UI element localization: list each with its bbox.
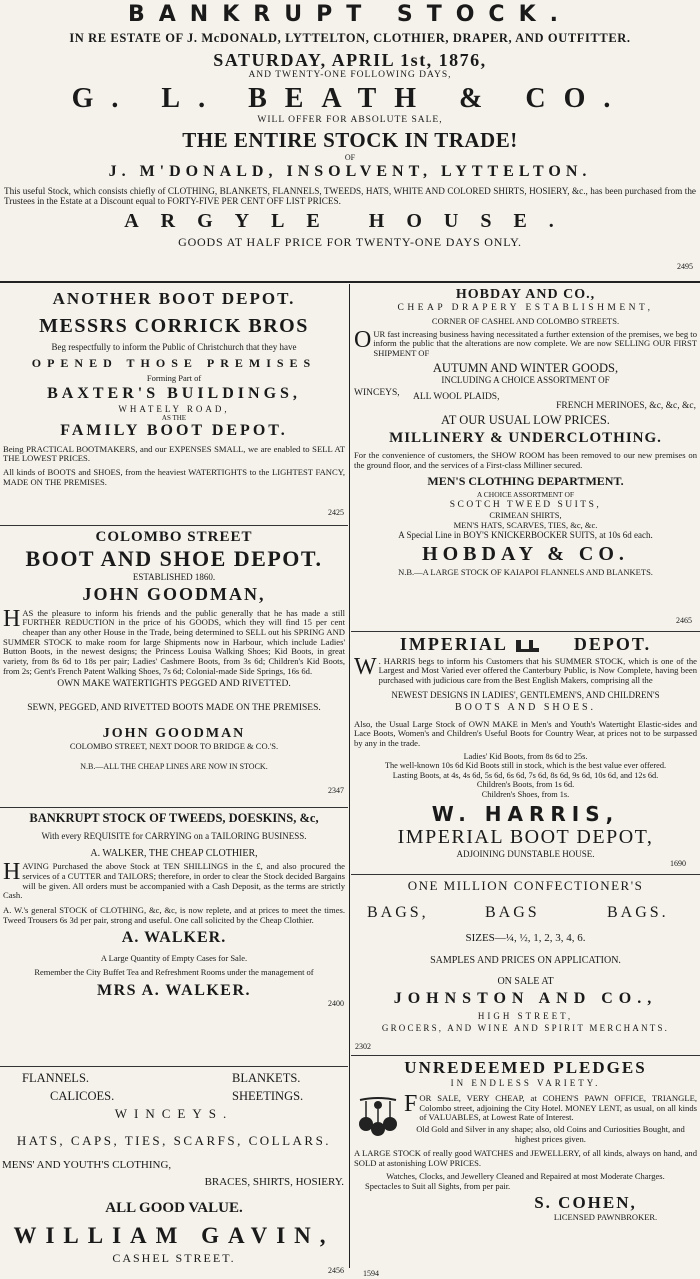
harris-children-shoes: Children's Shoes, from 1s. (481, 789, 570, 799)
half-price-line: GOODS AT HALF PRICE FOR TWENTY-ONE DAYS ONLY. (178, 234, 522, 249)
goodman-para (3, 605, 345, 677)
divider (0, 807, 348, 808)
johnston-number: 2302 (355, 1042, 371, 1051)
corrick-opened: OPENED THOSE PREMISES (31, 355, 317, 370)
walker-requisite: With every REQUISITE for CARRYING on a TAILORING BUSINESS. (41, 831, 307, 842)
johnston-name: JOHNSTON AND CO., (393, 989, 658, 1007)
goodman-para-text: AS the pleasure to inform his friends and the public generally that he has made a still FURTHER REDUCTION in the price of his GOODS, which they will find 15 per cent cheaper than any other House in the Trade, being determined to SELL out his SPRING AND SUMMER STOCK to make room for large Shipments now in Harbour, which include Ladies' Button Boots, in the newest designs; the Princess Louisa Walking Shoes; Kid Boots, in great variety, from 8s 6d to 18s per pair; Ladies' Cashmere Boots, from 3s 6d; Children's Kid Boots, from 2s; Gent's French Patent Walking Shoes, 7s 6d; Colonial-made Side Springs, 16s 6d. (3, 607, 345, 676)
hobday-heading: HOBDAY AND CO., (455, 287, 596, 302)
gavin-value: ALL GOOD VALUE. (105, 1200, 243, 1217)
harris-para-1 (354, 653, 697, 686)
ad-number: 2495 (677, 262, 693, 271)
hobday-name: HOBDAY & CO. (422, 542, 629, 565)
corrick-road: WHATELY ROAD, (118, 403, 230, 414)
harris-ad (351, 634, 700, 874)
hobday-crimean: CRIMEAN SHIRTS, (489, 509, 562, 520)
goodman-sewn: SEWN, PEGGED, AND RIVETTED BOOTS MADE ON THE PREMISES. (27, 703, 321, 714)
hobday-winceys: WINCEYS, (354, 387, 400, 398)
corrick-bros-ad (0, 289, 348, 525)
divider (351, 874, 700, 875)
auctioneer-name: G. L. BEATH & CO. (71, 83, 629, 115)
heading-imperial: IMPERIAL (399, 634, 507, 654)
gavin-mens: MENS' AND YOUTH'S CLOTHING, (2, 1158, 172, 1171)
hobday-choice: A CHOICE ASSORTMENT OF (476, 490, 575, 500)
gavin-braces: BRACES, SHIRTS, HOSIERY. (204, 1175, 344, 1188)
following-days: AND TWENTY-ONE FOLLOWING DAYS, (248, 70, 452, 81)
goodman-name: JOHN GOODMAN, (82, 583, 266, 604)
hobday-nb: N.B.—A LARGE STOCK OF KAIAPOI FLANNELS AND BLANKETS. (398, 566, 653, 577)
divider (0, 1066, 348, 1067)
hobday-autumn: AUTUMN AND WINTER GOODS, (432, 360, 619, 375)
hobday-merinoes: FRENCH MERINOES, &c, &c, &c, (556, 400, 696, 411)
johnston-ad (351, 879, 700, 1055)
hobday-number: 2465 (676, 616, 692, 625)
cohen-name: S. COHEN, (534, 1193, 637, 1213)
hobday-millinery: MILLINERY & UNDERCLOTHING. (389, 429, 662, 446)
goodman-number: 2347 (328, 786, 344, 795)
offer-line: WILL OFFER FOR ABSOLUTE SALE, (257, 115, 443, 126)
of-line: OF (344, 152, 356, 162)
top-divider (0, 281, 700, 283)
hobday-para-1 (354, 326, 697, 359)
divider (351, 1055, 700, 1056)
left-column (0, 285, 348, 1275)
drop-cap: O (354, 326, 372, 353)
walker-buffet: Remember the City Buffet Tea and Refreshment Rooms under the management of (34, 966, 314, 977)
cohen-para-2: Old Gold and Silver in any shape; also, old Coins and Curiosities Bought, and highest prices given. (416, 1124, 685, 1144)
hobday-drapery: CHEAP DRAPERY ESTABLISHMENT, (397, 303, 654, 314)
walker-para-1-text: AVING Purchased the above Stock at TEN SHILLINGS in the £, and also procured the services of a CUTTER and TAILORS; therefore, in order to clear the Stock decided Bargains will be given. All orders must be accompanied with a Cash Deposit, as the terms are strictly Cash. (3, 861, 345, 901)
corrick-firm: MESSRS CORRICK BROS (39, 314, 309, 337)
goodman-address: COLOMBO STREET, NEXT DOOR TO BRIDGE & CO.'S. (69, 741, 279, 752)
harris-para-2: Also, the Usual Large Stock of OWN MAKE in Men's and Youth's Watertight Elastic-sides and Lace Boots, Women's and Children's Useful Boots for Country Wear, at prices not to be surpassed by any in the trade. (354, 718, 697, 749)
cohen-ad (351, 1058, 700, 1278)
drop-cap: H (3, 605, 21, 632)
goodman-street: COLOMBO STREET (95, 529, 253, 545)
goodman-nb: N.B.—ALL THE CHEAP LINES ARE NOW IN STOCK. (80, 762, 268, 772)
harris-children-boots: Children's Boots, from 1s 6d. (476, 780, 575, 790)
johnston-street: HIGH STREET, (477, 1010, 574, 1021)
walker-number: 2400 (328, 999, 344, 1008)
stock-description: This useful Stock, which consists chiefly of CLOTHING, BLANKETS, FLANNELS, TWEEDS, HATS, WHITE AND COLORED SHIRTS, HOSIERY, &c., has been purchased from the Trustees in the Estate at a Discount equal to FORTY-FIVE PER CENT OFF LIST PRICES. (4, 186, 696, 207)
divider (351, 631, 700, 632)
calicoes: CALICOES. (50, 1089, 115, 1103)
corrick-heading: ANOTHER BOOT DEPOT. (52, 289, 296, 308)
divider (0, 525, 348, 526)
walker-mrs: MRS A. WALKER. (96, 982, 252, 1000)
corrick-forming: Forming Part of (146, 372, 202, 383)
gavin-number: 2456 (328, 1266, 344, 1275)
gavin-street: CASHEL STREET. (112, 1250, 236, 1265)
walker-ad (0, 811, 348, 1066)
ad-title: BANKRUPT STOCK. (128, 2, 572, 27)
hobday-hats: MEN'S HATS, SCARVES, TIES, &c, &c. (453, 519, 598, 530)
johnston-sizes: SIZES—¼, ½, 1, 2, 3, 4, 6. (465, 931, 586, 944)
walker-clothier: A. WALKER, THE CHEAP CLOTHIER, (90, 847, 258, 859)
harris-well-known: The well-known 10s 6d Kid Boots still in stock, which is the best value ever offered. (384, 761, 667, 771)
heading-depot: DEPOT. (573, 634, 652, 654)
column-divider (349, 284, 350, 1268)
cohen-licensed: LICENSED PAWNBROKER. (553, 1211, 658, 1222)
corrick-as-the: AS THE (161, 414, 187, 423)
walker-para-2: A. W.'s general STOCK of CLOTHING, &c, &c, is now replete, and at prices to meet the times. Tweed Trousers 6s 3d per pair, strong and useful. One call solicited by the Cheap Clothier. (3, 905, 345, 925)
hobday-para-1-text: UR fast increasing business having necessitated a further extension of the premises, we beg to inform the public that the alterations are now complete. We are now SELLING OUR FIRST SHIPMENT OF (373, 328, 697, 359)
goodman-heading: BOOT AND SHOE DEPOT. (25, 546, 323, 572)
johnston-bags-row (351, 904, 700, 926)
drop-cap: H (3, 859, 21, 886)
bags-2: BAGS (485, 903, 540, 921)
harris-boots: BOOTS AND SHOES. (454, 702, 597, 714)
walker-cases: A Large Quantity of Empty Cases for Sale. (100, 952, 248, 963)
cohen-heading: UNREDEEMED PLEDGES (404, 1058, 647, 1077)
hobday-plaids: ALL WOOL PLAIDS, (413, 391, 500, 402)
pawnbroker-balls-icon (356, 1096, 400, 1138)
hobday-low-prices: AT OUR USUAL LOW PRICES. (441, 412, 610, 427)
bags-1: BAGS, (367, 903, 429, 921)
sheetings: SHEETINGS. (232, 1089, 304, 1103)
gavin-ad (0, 1071, 348, 1279)
walker-name: A. WALKER. (121, 929, 227, 947)
johnston-samples: SAMPLES AND PRICES ON APPLICATION. (430, 954, 621, 966)
johnston-million: ONE MILLION CONFECTIONER'S (407, 878, 644, 893)
walker-heading: BANKRUPT STOCK OF TWEEDS, DOESKINS, &c, (29, 811, 319, 825)
blankets: BLANKETS. (232, 1071, 301, 1085)
sale-date: SATURDAY, APRIL 1st, 1876, (213, 49, 487, 70)
cohen-watches: Watches, Clocks, and Jewellery Cleaned and Repaired at most Moderate Charges. (386, 1170, 665, 1181)
hobday-para-2: For the convenience of customers, the SHOW ROOM has been removed to our new premises on the ground floor, and the services of a First-class Milliner secured. (354, 450, 697, 470)
hobday-scotch: SCOTCH TWEED SUITS, (449, 499, 602, 510)
walker-para-1 (3, 859, 345, 901)
corrick-buildings: BAXTER'S BUILDINGS, (47, 385, 301, 403)
hobday-ad (351, 287, 700, 631)
goodman-ad (0, 529, 348, 807)
entire-stock-heading: THE ENTIRE STOCK IN TRADE! (182, 128, 518, 153)
goodman-established: ESTABLISHED 1860. (132, 571, 216, 582)
bankrupt-stock-ad (0, 0, 700, 250)
cohen-para-1-text: OR SALE, VERY CHEAP, at COHEN'S PAWN OFFICE, TRIANGLE, Colombo street, adjoining the City Hotel. MONEY LENT, as usual, on all kinds of VALUABLES, at Lowest Rate of Interest. (419, 1092, 697, 1123)
harris-para-1-text: . HARRIS begs to inform his Customers that his SUMMER STOCK, which is one of the Largest and Most Varied ever offered the Canterbury Public, is Now Complete, having been purchased with judicious care from the Best English Makers, comprising all the (378, 655, 697, 686)
argyle-house: ARGYLE HOUSE. (124, 209, 576, 232)
drop-cap: F (404, 1090, 418, 1117)
harris-ladies: Ladies' Kid Boots, from 8s 6d to 25s. (463, 751, 588, 761)
hobday-winceys-row (351, 386, 700, 402)
harris-heading (351, 634, 700, 655)
goodman-name-2: JOHN GOODMAN (102, 726, 246, 742)
hobday-mens-dept: MEN'S CLOTHING DEPARTMENT. (427, 473, 624, 488)
hobday-including: INCLUDING A CHOICE ASSORTMENT OF (441, 375, 610, 386)
drop-cap: W (354, 653, 377, 680)
insolvent-name: J. M'DONALD, INSOLVENT, LYTTELTON. (108, 162, 592, 180)
johnston-grocers: GROCERS, AND WINE AND SPIRIT MERCHANTS. (381, 1023, 670, 1034)
ad-subtitle: IN RE ESTATE OF J. McDONALD, LYTTELTON, CLOTHIER, DRAPER, AND OUTFITTER. (69, 31, 631, 46)
hobday-corner: CORNER OF CASHEL AND COLOMBO STREETS. (431, 316, 620, 327)
right-column (351, 285, 700, 1278)
gavin-name: WILLIAM GAVIN, (13, 1223, 335, 1249)
cohen-spectacles: Spectacles to Suit all Sights, from per pair. (365, 1180, 511, 1191)
corrick-para-1: Being PRACTICAL BOOTMAKERS, and our EXPENSES SMALL, we are enabled to SELL AT THE LOWEST PRICES. (3, 443, 345, 464)
harris-newest: NEWEST DESIGNS IN LADIES', GENTLEMEN'S, AND CHILDREN'S (391, 689, 660, 700)
corrick-family: FAMILY BOOT DEPOT. (60, 422, 288, 440)
cohen-variety: IN ENDLESS VARIETY. (450, 1077, 601, 1088)
cohen-number: 1594 (363, 1269, 379, 1278)
flannels: FLANNELS. (22, 1071, 90, 1085)
harris-number: 1690 (670, 859, 686, 868)
goodman-watertights: OWN MAKE WATERTIGHTS PEGGED AND RIVETTED. (57, 678, 291, 689)
gavin-row-2 (0, 1089, 348, 1107)
cohen-para-3: A LARGE STOCK of really good WATCHES and JEWELLERY, of all kinds, always on hand, and SOLD at astonishing LOW PRICES. (354, 1148, 697, 1169)
corrick-number: 2425 (328, 508, 344, 517)
winceys: WINCEYS. (114, 1106, 234, 1121)
gavin-hats: HATS, CAPS, TIES, SCARFS, COLLARS. (16, 1132, 332, 1148)
gavin-row-1 (0, 1071, 348, 1089)
boot-icon (513, 638, 541, 654)
johnston-on-sale: ON SALE AT (497, 976, 554, 988)
harris-lasting: Lasting Boots, at 4s, 4s 6d, 5s 6d, 6s 6d, 7s 6d, 8s 6d, 9s 6d, 10s 6d, and 12s 6d. (392, 770, 659, 780)
harris-adjoining: ADJOINING DUNSTABLE HOUSE. (456, 849, 595, 860)
corrick-intro: Beg respectfully to inform the Public of Christchurch that they have (51, 341, 297, 352)
cohen-para-1 (354, 1090, 697, 1123)
corrick-para-2: All kinds of BOOTS and SHOES, from the heaviest WATERTIGHTS to the LIGHTEST FANCY, MADE ON THE PREMISES. (3, 467, 345, 487)
harris-imperial: IMPERIAL BOOT DEPOT, (397, 826, 654, 849)
bags-3: BAGS. (607, 903, 669, 921)
harris-name: W. HARRIS, (431, 802, 620, 827)
hobday-special: A Special Line in BOY'S KNICKERBOCKER SUITS, at 10s 6d each. (398, 530, 653, 541)
